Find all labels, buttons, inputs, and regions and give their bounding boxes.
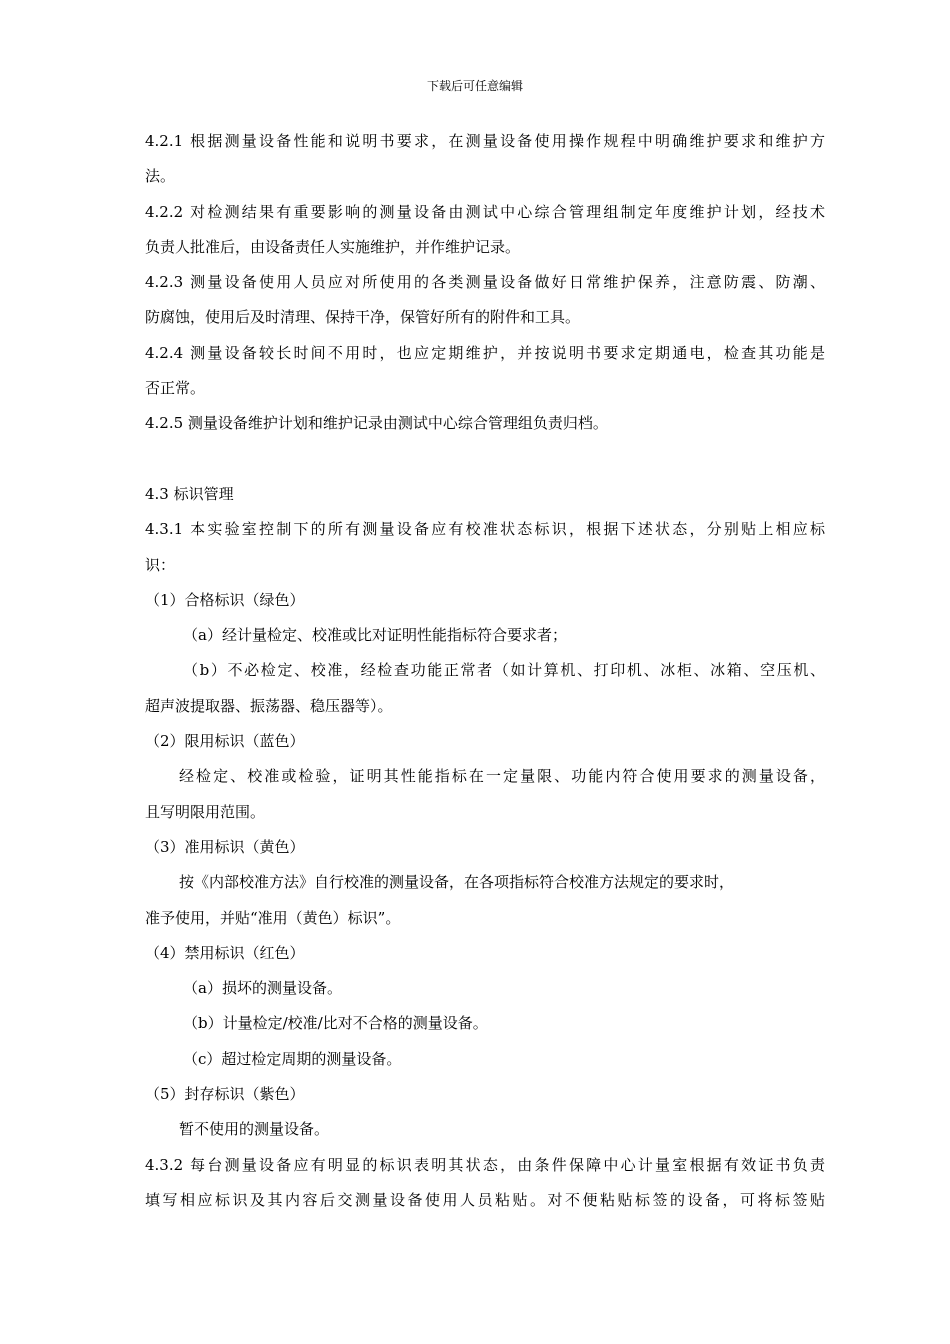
text-line: （1）合格标识（绿色） <box>145 590 305 609</box>
page-header: 下载后可任意编辑 <box>426 79 523 93</box>
text-line: （a）经计量检定、校准或比对证明性能指标符合要求者； <box>183 626 567 645</box>
text-line: 识： <box>145 555 176 574</box>
text-line: （b）不必检定、校准，经检查功能正常者（如计算机、打印机、冰柜、冰箱、空压机、 <box>183 661 825 680</box>
text-line: 4.2.1 根据测量设备性能和说明书要求，在测量设备使用操作规程中明确维护要求和维护方 <box>145 132 825 150</box>
text-line: 4.3 标识管理 <box>145 484 234 503</box>
text-line: 按《内部校准方法》自行校准的测量设备，在各项指标符合校准方法规定的要求时， <box>179 873 735 892</box>
text-line: 准予使用，并贴“准用（黄色）标识”。 <box>145 908 401 927</box>
document-body <box>145 124 825 1218</box>
text-line: 4.2.4 测量设备较长时间不用时，也应定期维护，并按说明书要求定期通电，检查其功能是 <box>145 343 825 362</box>
text-line: 4.2.5 测量设备维护计划和维护记录由测试中心综合管理组负责归档。 <box>145 414 608 433</box>
text-line: 且写明限用范围。 <box>145 802 266 821</box>
text-line: （3）准用标识（黄色） <box>145 837 305 856</box>
text-line: 防腐蚀，使用后及时清理、保持干净，保管好所有的附件和工具。 <box>145 308 581 327</box>
text-line: 4.2.2 对检测结果有重要影响的测量设备由测试中心综合管理组制定年度维护计划，经技术 <box>145 202 825 221</box>
text-line: 4.3.1 本实验室控制下的所有测量设备应有校准状态标识，根据下述状态，分别贴上相应标 <box>145 520 825 539</box>
text-line: （a）损坏的测量设备。 <box>183 979 342 998</box>
text-line: （4）禁用标识（红色） <box>145 943 305 962</box>
text-line: （5）封存标识（紫色） <box>145 1085 305 1104</box>
text-line: 填写相应标识及其内容后交测量设备使用人员粘贴。对不便粘贴标签的设备，可将标签贴 <box>145 1190 825 1209</box>
blank-line <box>145 442 825 477</box>
text-line: 暂不使用的测量设备。 <box>179 1120 330 1139</box>
text-line: 否正常。 <box>145 379 206 398</box>
text-line: 超声波提取器、振荡器、稳压器等）。 <box>145 696 393 715</box>
text-line: （b）计量检定/校准/比对不合格的测量设备。 <box>183 1014 488 1033</box>
text-line: 4.2.3 测量设备使用人员应对所使用的各类测量设备做好日常维护保养，注意防震、防潮、 <box>145 273 825 292</box>
text-line: 法。 <box>145 167 176 186</box>
text-line: 经检定、校准或检验，证明其性能指标在一定量限、功能内符合使用要求的测量设备， <box>179 767 825 786</box>
text-line: （2）限用标识（蓝色） <box>145 732 305 751</box>
text-line: 4.3.2 每台测量设备应有明显的标识表明其状态，由条件保障中心计量室根据有效证书负责 <box>145 1155 825 1174</box>
text-line: 负责人批准后，由设备责任人实施维护，并作维护记录。 <box>145 237 521 256</box>
text-line: （c）超过检定周期的测量设备。 <box>183 1049 402 1068</box>
